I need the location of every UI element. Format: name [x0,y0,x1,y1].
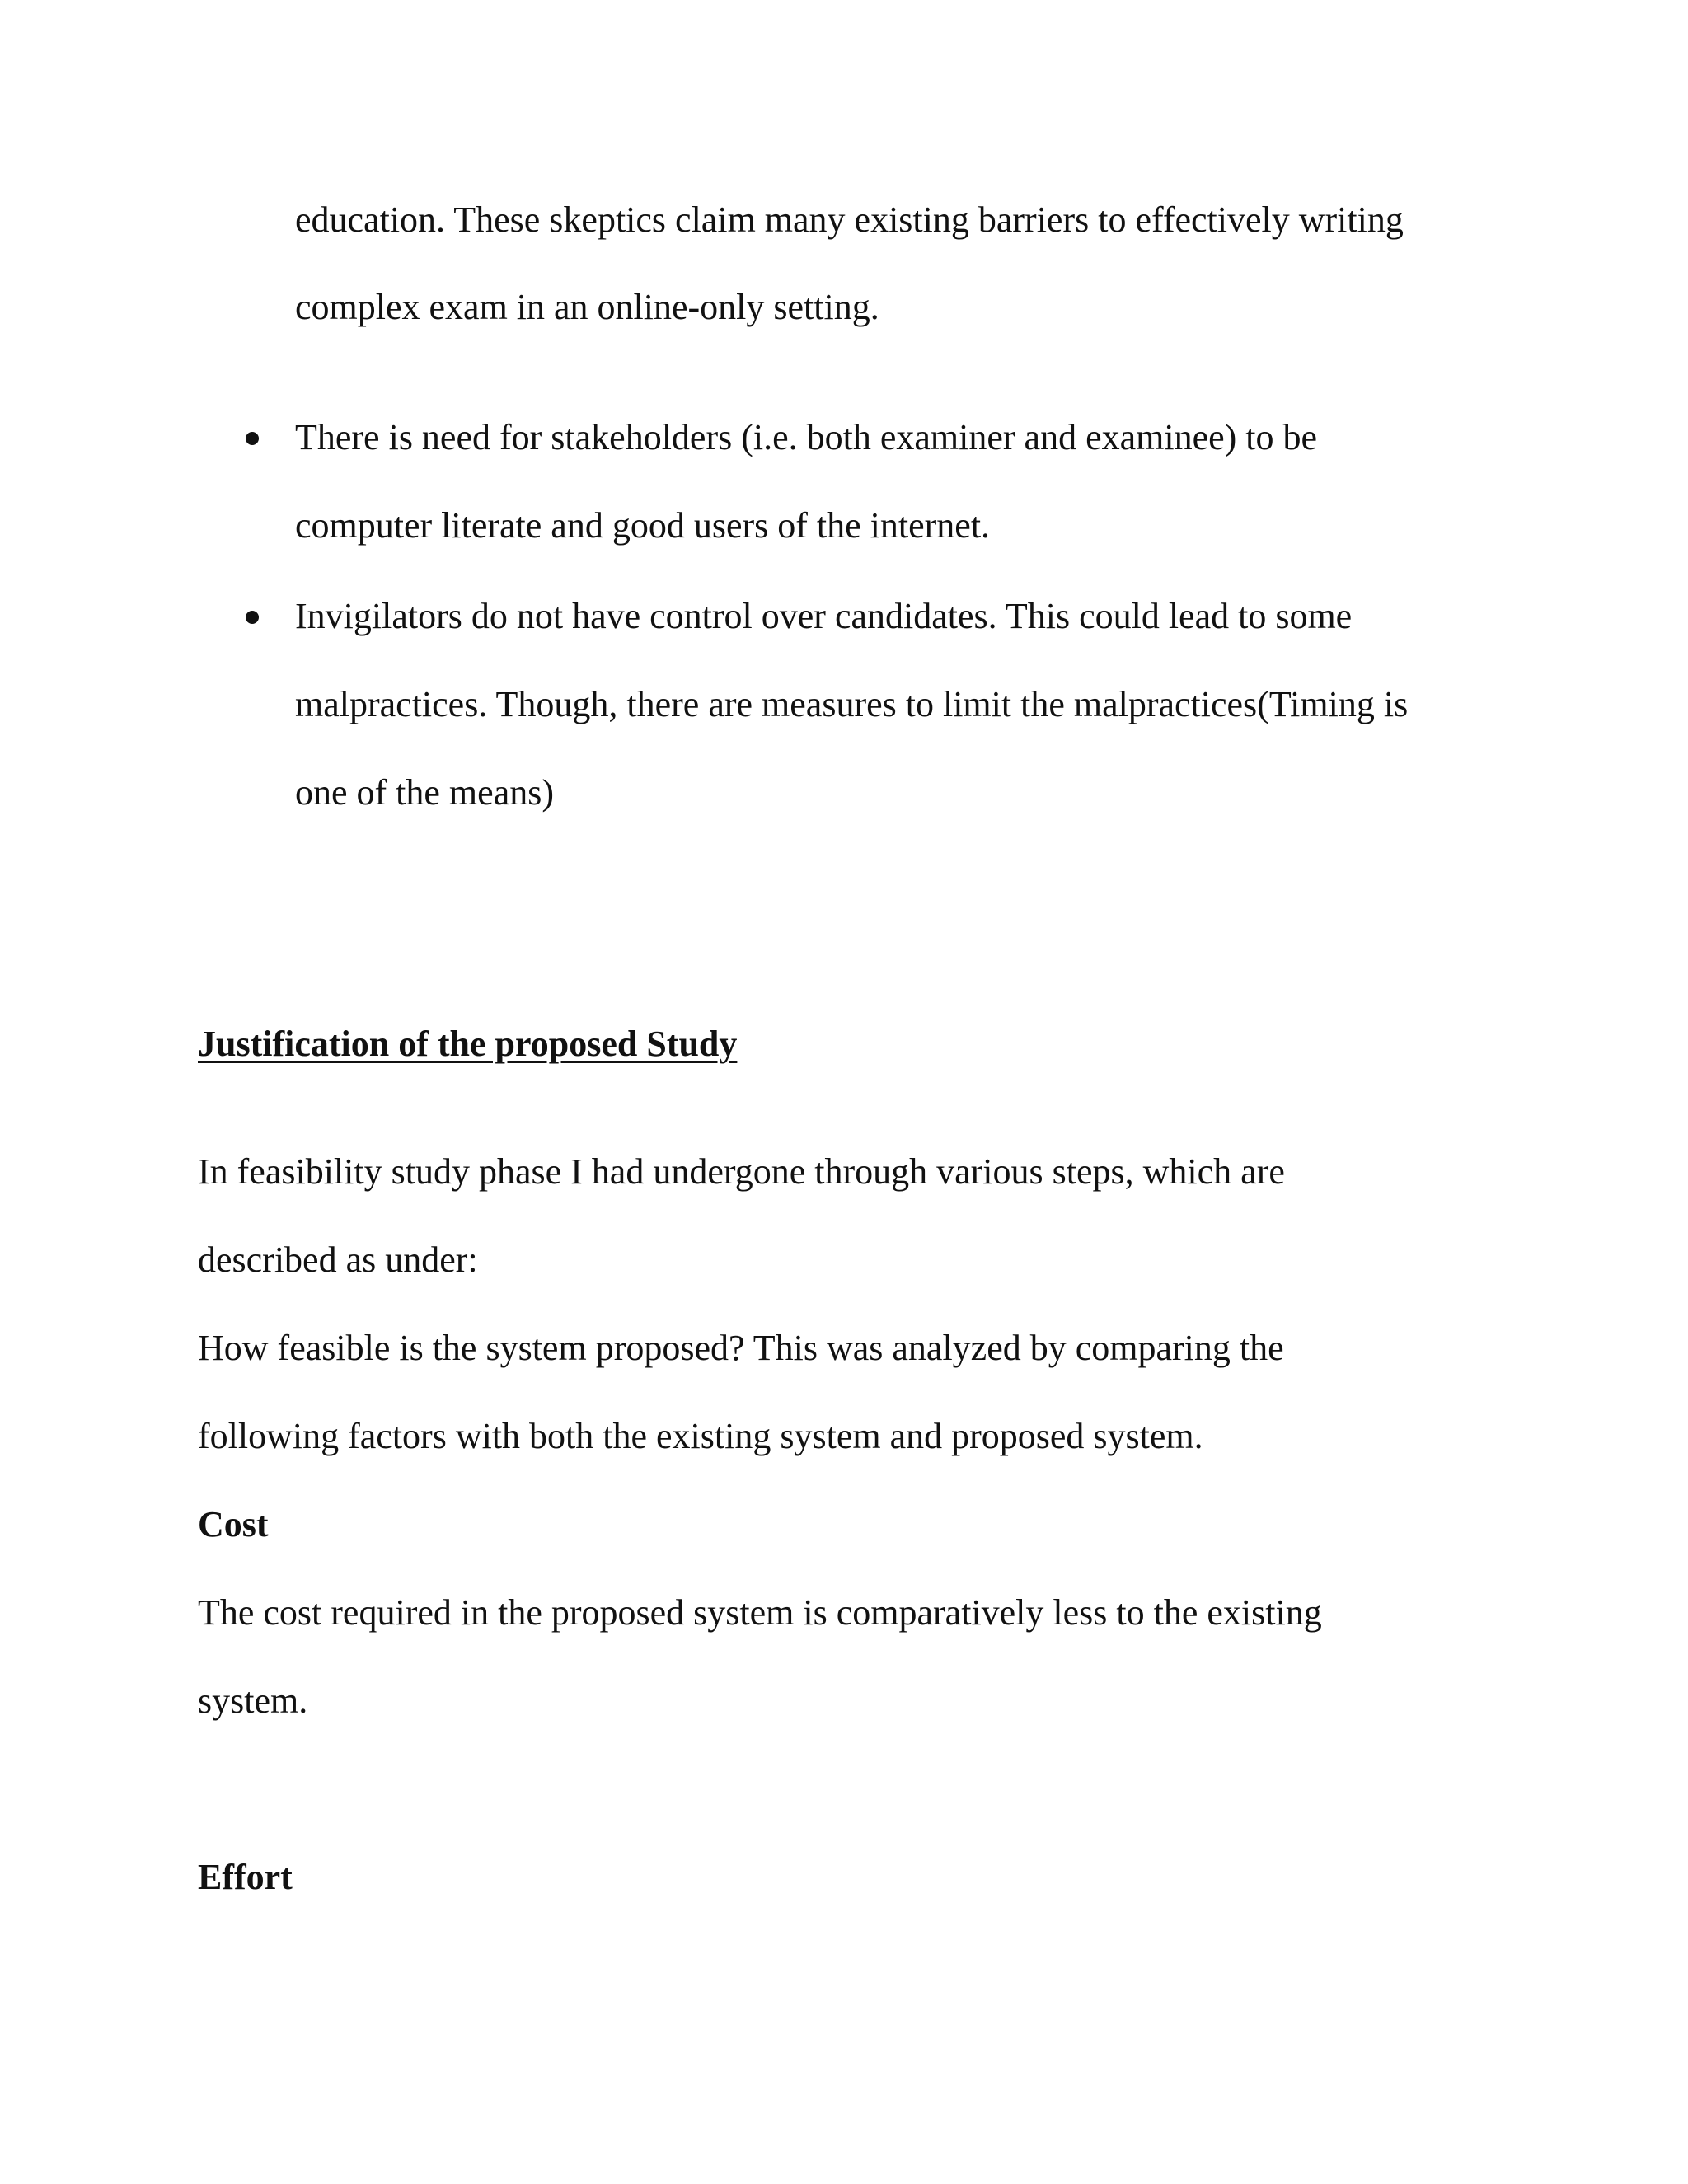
paragraph-1-line-1: In feasibility study phase I had undergone through various steps, which are [198,1151,1285,1192]
cost-line-1: The cost required in the proposed system is comparatively less to the existing [198,1592,1322,1633]
continuation-line-2: complex exam in an online-only setting. [295,287,879,327]
bullet-icon [246,432,259,445]
continuation-line-1: education. These skeptics claim many existing barriers to effectively writing [295,199,1404,240]
cost-line-2: system. [198,1680,308,1721]
cost-heading: Cost [198,1504,269,1544]
paragraph-2-line-1: How feasible is the system proposed? This was analyzed by comparing the [198,1328,1284,1368]
bullet-2-line-1: Invigilators do not have control over candidates. This could lead to some [295,596,1353,636]
effort-heading: Effort [198,1857,293,1897]
bullet-1-line-2: computer literate and good users of the internet. [295,505,991,546]
paragraph-1-line-2: described as under: [198,1240,478,1280]
bullet-2-line-3: one of the means) [295,772,554,813]
section-heading: Justification of the proposed Study [198,1024,738,1064]
paragraph-2-line-2: following factors with both the existing system and proposed system. [198,1416,1203,1456]
bullet-2-line-2: malpractices. Though, there are measures to limit the malpractices(Timing is [295,684,1409,724]
bullet-icon [246,611,259,624]
bullet-1-line-1: There is need for stakeholders (i.e. both examiner and examinee) to be [295,417,1318,457]
